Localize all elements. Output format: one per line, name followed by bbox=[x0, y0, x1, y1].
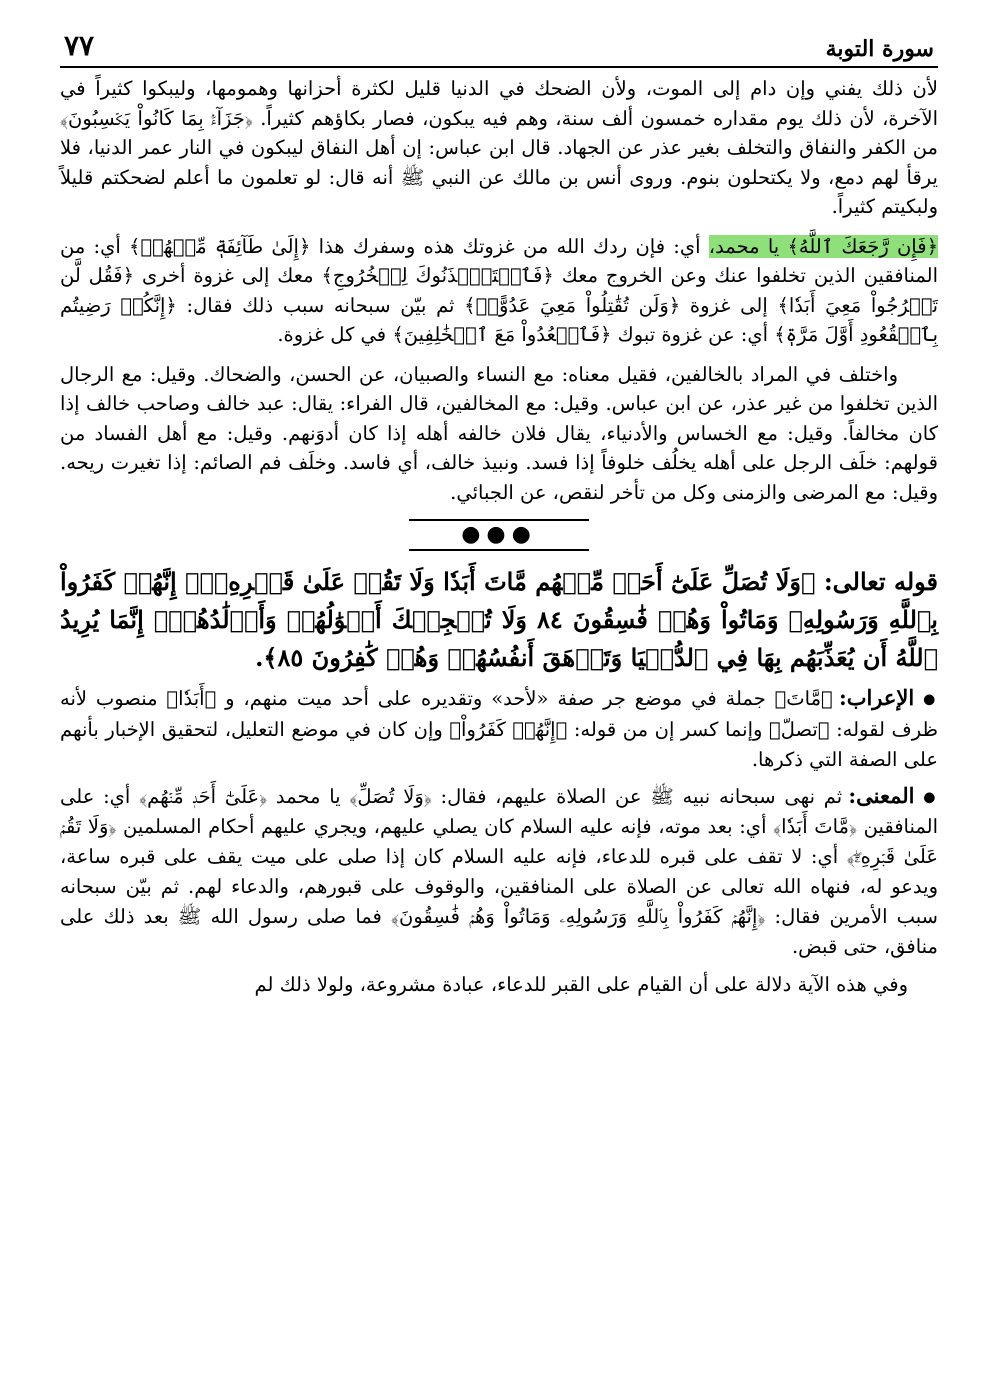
paragraph-1: لأن ذلك يفني وإن دام إلى الموت، ولأن الضحك في الدنيا قليل لكثرة أحزانها وهمومها، وليبكوا كثيراً في الآخرة، لأن ذلك يوم مقداره خمسون ألف سنة، وهم فيه يبكون، فصار بكاؤهم كثيراً. ﴿جَزَآءَۢ بِمَا كَانُواْ يَكۡسِبُونَ﴾ من الكفر والنفاق والتخلف بغير عذر عن الجهاد. قال ابن عباس: إن أهل النفاق ليبكون في النار عمر الدنيا، فلا يرقأ لهم دمع، ولا يكتحلون بنوم. وروى أنس بن مالك عن النبي ﷺ أنه قال: لو تعلمون ما أعلم لضحكتم قليلاً ولبكيتم كثيراً. bbox=[60, 77, 938, 218]
paragraph-2 bbox=[60, 232, 938, 350]
verse-block bbox=[60, 563, 938, 677]
verse-text: ﴿وَلَا تُصَلِّ عَلَىٰٓ أَحَدٖ مِّنۡهُم مَّاتَ أَبَدٗا وَلَا تَقُمۡ عَلَىٰ قَبۡرِهِۦٓۖ إِنَّهُمۡ كَفَرُواْ بِٱللَّهِ وَرَسُولِهِۦ وَمَاتُواْ وَهُمۡ فَٰسِقُونَ ٨٤ وَلَا تُعۡجِبۡكَ أَمۡوَٰلُهُمۡ وَأَوۡلَٰدُهُمۡۚ إِنَّمَا يُرِيدُ ٱللَّهُ أَن يُعَذِّبَهُم بِهَا فِي ٱلدُّنۡيَا وَتَزۡهَقَ أَنفُسُهُمۡ وَهُمۡ كَٰفِرُونَ ٨٥﴾. bbox=[60, 567, 938, 672]
paragraph-last: وفي هذه الآية دلالة على أن القيام على القبر للدعاء، عبادة مشروعة، ولولا ذلك لم bbox=[254, 973, 908, 996]
irab-section bbox=[60, 683, 938, 775]
maana-label: المعنى: bbox=[848, 782, 915, 808]
separator-dots: ●●● bbox=[461, 522, 537, 547]
surah-title: سورة التوبة bbox=[825, 36, 934, 62]
maana-section bbox=[60, 781, 938, 963]
page-header bbox=[60, 18, 938, 68]
highlighted-phrase: ﴿فَإِن رَّجَعَكَ ٱللَّهُ﴾ يا محمد، bbox=[708, 234, 938, 258]
bullet-icon: ● bbox=[923, 691, 939, 708]
paragraph-2-text: أي: فإن ردك الله من غزوتك هذه وسفرك هذا ﴿إِلَىٰ طَآئِفَةٖ مِّنۡهُمۡ﴾ أي: من المنافقين الذين تخلفوا عنك وعن الخروج معك ﴿فَٱسۡتَـٔۡذَنُوكَ لِلۡخُرُوجِ﴾ معك إلى غزوة أخرى ﴿فَقُل لَّن تَخۡرُجُواْ مَعِيَ أَبَدٗا﴾ إلى غزوة ﴿وَلَن تُقَٰتِلُواْ مَعِيَ عَدُوًّاۖ﴾ ثم بيّن سبحانه سبب ذلك فقال: ﴿إِنَّكُمۡ رَضِيتُم بِٱلۡقُعُودِ أَوَّلَ مَرَّةٖ﴾ أي: عن غزوة تبوك ﴿فَٱقۡعُدُواْ مَعَ ٱلۡخَٰلِفِينَ﴾ في كل غزوة. bbox=[60, 234, 938, 346]
maana-text: ثم نهى سبحانه نبيه ﷺ عن الصلاة عليهم، فقال: ﴿وَلَا تُصَلِّ﴾ يا محمد ﴿عَلَىٰٓ أَحَدٖ مِّنۡهُم﴾ أي: على المنافقين ﴿مَّاتَ أَبَدٗا﴾ أي: بعد موته، فإنه عليه السلام كان يصلي عليهم، ويجري عليهم أحكام المسلمين ﴿وَلَا تَقُمۡ عَلَىٰ قَبۡرِهِۦٓۖ﴾ أي: لا تقف على قبره للدعاء، فإنه عليه السلام كان إذا صلى على ميت يقف على قبره ساعة، ويدعو له، فنهاه الله تعالى عن الصلاة على المنافقين، والوقوف على قبورهم، والدعاء لهم. ثم بيّن سبحانه سبب الأمرين فقال: ﴿إِنَّهُمۡ كَفَرُواْ بِٱللَّهِ وَرَسُولِهِۦ وَمَاتُواْ وَهُمۡ فَٰسِقُونَ﴾ فما صلى رسول الله ﷺ بعد ذلك على منافق، حتى قبض. bbox=[60, 784, 938, 958]
page-number: ٧٧ bbox=[64, 29, 95, 62]
verse-label: قوله تعالى: bbox=[823, 567, 938, 596]
irab-text: ﴿مَّاتَ﴾ جملة في موضع جر صفة «لأحد» وتقديره على أحد ميت منهم، و ﴿أَبَدٗا﴾ منصوب لأنه ظرف لقوله: ﴿تصلّ﴾ وإنما كسر إن من قوله: ﴿إِنَّهُمۡ كَفَرُواْ﴾ وإن كان في موضع التعليل، لتحقيق الإخبار بأنهم على الصفة التي ذكرها. bbox=[60, 687, 938, 771]
book-page bbox=[60, 18, 938, 1000]
section-separator bbox=[409, 519, 589, 551]
paragraph-3: واختلف في المراد بالخالفين، فقيل معناه: مع النساء والصبيان، عن الحسن، والضحاك. وقيل: مع الرجال الذين تخلفوا من غير عذر، عن ابن عباس. وقيل: مع المخالفين، قال الفراء: يقال: عبد خالف وصاحب خالف إذا كان مخالفاً. وقيل: مع الخساس والأدنياء، يقال فلان خالفه أهله إذا كان أدوَنهم. وقيل: مع أهل الفساد من قولهم: خلَف الرجل على أهله يخلُف خلوفاً إذا فسد. ونبيذ خالف، أي فاسد. وخلَف فم الصائم: إذا تغيرت ريحه. وقيل: مع المرضى والزمنى وكل من تأخر لنقص، عن الجبائي. bbox=[60, 362, 938, 504]
irab-label: الإعراب: bbox=[838, 685, 915, 710]
bullet-icon: ● bbox=[923, 789, 939, 805]
separator-rule-bottom bbox=[409, 549, 589, 551]
